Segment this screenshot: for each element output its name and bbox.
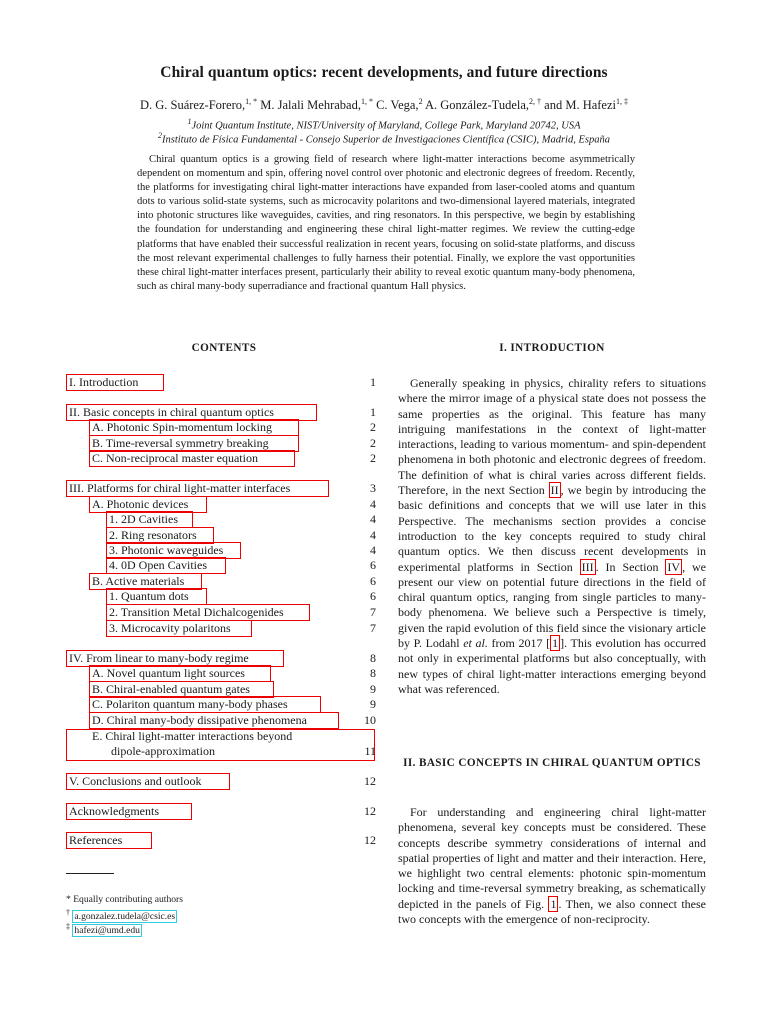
toc-link-box xyxy=(89,665,271,682)
toc-entry-label: E. Chiral light-matter interactions beyond xyxy=(92,729,293,743)
toc-entry-label: A. Photonic Spin-momentum locking xyxy=(92,420,272,434)
basic-text: . Then, we also connect these two concepts with the emergence of non-reciprocity. xyxy=(398,896,706,927)
toc-link-box xyxy=(66,480,329,497)
section-ref-link[interactable]: III xyxy=(581,559,594,574)
section-ref-link[interactable]: II xyxy=(550,483,559,498)
toc-entry-label: C. Polariton quantum many-body phases xyxy=(92,697,288,711)
toc-link-box xyxy=(106,511,193,528)
toc-page-number: 6 xyxy=(370,558,376,572)
basic-concepts-heading: II. BASIC CONCEPTS IN CHIRAL QUANTUM OPTICS xyxy=(403,757,701,769)
toc-page-number: 8 xyxy=(370,651,376,665)
footnote-mark: † xyxy=(66,908,70,917)
citation-link[interactable]: 1 xyxy=(552,636,559,651)
toc-link-box xyxy=(106,604,310,621)
intro-text: from 2017 [ xyxy=(491,636,551,651)
toc-entry-label: I. Introduction xyxy=(69,375,139,389)
toc-link-box xyxy=(66,803,192,820)
author-name: and M. Hafezi xyxy=(544,98,617,113)
author-name: C. Vega, xyxy=(376,98,419,113)
paper-title: Chiral quantum optics: recent developments, and future directions xyxy=(160,64,608,81)
toc-page-number: 8 xyxy=(370,666,376,680)
toc-page-number: 12 xyxy=(364,833,376,847)
toc-entry-label: Acknowledgments xyxy=(69,804,159,818)
email-link[interactable]: hafezi@umd.edu xyxy=(74,925,140,937)
toc-entry-label: 3. Microcavity polaritons xyxy=(109,621,231,635)
toc-page-number: 3 xyxy=(370,481,376,495)
toc-entry-label: C. Non-reciprocal master equation xyxy=(92,451,258,465)
figure-ref-link[interactable]: 1 xyxy=(550,896,557,911)
toc-link-box xyxy=(66,374,164,391)
toc-link-box xyxy=(66,773,230,790)
author-affil-mark[interactable]: 2, † xyxy=(529,97,542,106)
affiliation-2 xyxy=(0,131,768,146)
intro-text: . In Section xyxy=(595,559,659,574)
affiliation-text: Instituto de Física Fundamental - Consejo Superior de Investigaciones Científica (CSIC), Madrid, España xyxy=(162,134,610,146)
affiliation-number: 1 xyxy=(187,117,192,126)
intro-text: , we present our view on potential future directions in the field of chiral quantum optics, ranging from single particles to many-body phenomena. We believe such a Perspective is timely, given the rapid evolution of this field since the visionary article by P. Lodahl xyxy=(398,559,706,651)
toc-entry-label: 2. Ring resonators xyxy=(109,528,197,542)
toc-page-number: 2 xyxy=(370,451,376,465)
toc-page-number: 2 xyxy=(370,420,376,434)
intro-text: ]. This evolution has occurred not only in experimental platforms but also conceptually, with new types of chiral light-matter interactions emerging beyond what was referenced. xyxy=(398,636,706,696)
toc-link-box xyxy=(89,419,299,436)
toc-link-box xyxy=(89,712,339,729)
toc-entry-label: II. Basic concepts in chiral quantum optics xyxy=(69,405,274,419)
author-list xyxy=(0,97,768,113)
contents-heading: CONTENTS xyxy=(191,342,257,354)
toc-entry-label: 3. Photonic waveguides xyxy=(109,543,224,557)
toc-page-number: 2 xyxy=(370,436,376,450)
author-affil-mark[interactable]: 1, * xyxy=(245,97,258,106)
author-name: M. Jalali Mehrabad, xyxy=(260,98,361,113)
toc-entry-label: 1. 2D Cavities xyxy=(109,512,178,526)
toc-entry-label: III. Platforms for chiral light-matter interfaces xyxy=(69,481,291,495)
footnote-rule xyxy=(66,873,114,874)
toc-link-box xyxy=(106,620,252,637)
footnote-email-1 xyxy=(66,908,177,922)
toc-page-number: 12 xyxy=(364,774,376,788)
toc-page-number: 10 xyxy=(364,713,376,727)
basic-concepts-paragraph xyxy=(398,805,706,927)
toc-entry-label: B. Time-reversal symmetry breaking xyxy=(92,436,269,450)
basic-text: For understanding and engineering chiral light-matter phenomena, several key concepts must be considered. These concepts describe symmetry considerations of internal and spatial properties of light and matter and their interaction. Here, we highlight two central elements: photonic spin-momentum locking and time-reversal symmetry breaking, as schematically depicted in the panels of Fig. xyxy=(398,805,706,911)
toc-page-number: 6 xyxy=(370,589,376,603)
author-name: A. González-Tudela, xyxy=(425,98,530,113)
toc-page-number: 12 xyxy=(364,804,376,818)
intro-text-italic: et al. xyxy=(463,636,488,651)
toc-page-number: 9 xyxy=(370,682,376,696)
toc-entry-label: References xyxy=(69,833,123,847)
affiliation-text: Joint Quantum Institute, NIST/University of Maryland, College Park, Maryland 20742, USA xyxy=(191,120,581,132)
abstract: Chiral quantum optics is a growing field of research where light-matter interactions become asymmetrically dependent on momentum and spin, offering novel control over photonic and electronic degrees of freedom. Recently, the platforms for investigating chiral light-matter interactions have expanded from laser-cooled atoms and quantum dots to various solid-state systems, such as microcavity polaritons and two-dimensional layered materials, integrated into photonic structures like waveguides, cavities, and ring resonators. In this perspective, we begin by establishing the foundation for understanding and engineering these chiral light-matter regimes. We review the cutting-edge platforms that have enabled their successful realization in recent years, focusing on solid-state platforms, and discuss the most relevant experimental challenges to fully harness their potential. Finally, we explore the vast opportunities these chiral light-matter interfaces present, particularly their ability to reveal exotic quantum many-body phenomena, such as chiral many-body superradiance and fractional quantum Hall physics. xyxy=(137,154,635,292)
author-affil-mark[interactable]: 1, ‡ xyxy=(616,97,629,106)
toc-entry-label: V. Conclusions and outlook xyxy=(69,774,202,788)
toc-page-number: 4 xyxy=(370,512,376,526)
toc-entry-label: A. Novel quantum light sources xyxy=(92,666,245,680)
email-link[interactable]: a.gonzalez.tudela@csic.es xyxy=(74,911,176,923)
toc-page-number: 7 xyxy=(370,621,376,635)
toc-page-number: 11 xyxy=(364,744,376,758)
toc-page-number: 1 xyxy=(370,375,376,389)
toc-entry-label: 2. Transition Metal Dichalcogenides xyxy=(109,605,284,619)
intro-text: , we begin by introducing the basic definitions and concepts that we will use later in this Perspective. The mechanisms section provides a concise introduction to the key concepts required to study chiral quantum optics. We then discuss recent developments in experimental platforms in Section xyxy=(398,483,707,574)
toc-page-number: 6 xyxy=(370,574,376,588)
author-name: D. G. Suárez-Forero, xyxy=(139,98,246,113)
toc-entry-label: dipole-approximation xyxy=(111,744,215,758)
toc-entry-label: A. Photonic devices xyxy=(92,497,189,511)
affiliation-number: 2 xyxy=(158,131,163,140)
toc-entry-label: 4. 0D Open Cavities xyxy=(109,558,207,572)
toc-page-number: 4 xyxy=(370,528,376,542)
intro-heading: I. INTRODUCTION xyxy=(499,342,605,354)
toc-page-number: 4 xyxy=(370,497,376,511)
footnote-mark: ‡ xyxy=(66,922,70,931)
footnote-email-2 xyxy=(66,922,142,936)
toc-entry-label: IV. From linear to many-body regime xyxy=(69,651,249,665)
toc-link-box xyxy=(66,832,152,849)
toc-page-number: 4 xyxy=(370,543,376,557)
footnote-equal-contribution: * Equally contributing authors xyxy=(66,894,183,905)
author-affil-mark: 2 xyxy=(418,97,423,106)
author-affil-mark[interactable]: 1, * xyxy=(360,97,373,106)
toc-entry-label: B. Chiral-enabled quantum gates xyxy=(92,682,250,696)
toc-link-box xyxy=(106,588,207,605)
toc-entry-label: B. Active materials xyxy=(92,574,185,588)
toc-page-number: 7 xyxy=(370,605,376,619)
toc-page-number: 1 xyxy=(370,405,376,419)
toc-page-number: 9 xyxy=(370,697,376,711)
section-ref-link[interactable]: IV xyxy=(667,559,681,574)
toc-link-box xyxy=(106,557,226,574)
toc-entry-label: D. Chiral many-body dissipative phenomena xyxy=(92,713,307,727)
toc-link-box-multiline xyxy=(66,729,375,761)
intro-paragraph xyxy=(398,376,706,697)
intro-text: Generally speaking in physics, chirality refers to situations where the mirror image of a physical state does not possess the same properties as the original. This feature has many intriguing manifestations in the context of light-matter interactions, leading to various momentum- and spin-dependent phenomena in both photonic and electronic degrees of freedom. The definition of what is chiral varies across different fields. Therefore, in the next Section xyxy=(398,376,706,498)
toc-link-box xyxy=(89,696,321,713)
toc-entry-label: 1. Quantum dots xyxy=(109,589,189,603)
toc-link-box xyxy=(89,450,295,467)
affiliation-1 xyxy=(0,117,768,132)
